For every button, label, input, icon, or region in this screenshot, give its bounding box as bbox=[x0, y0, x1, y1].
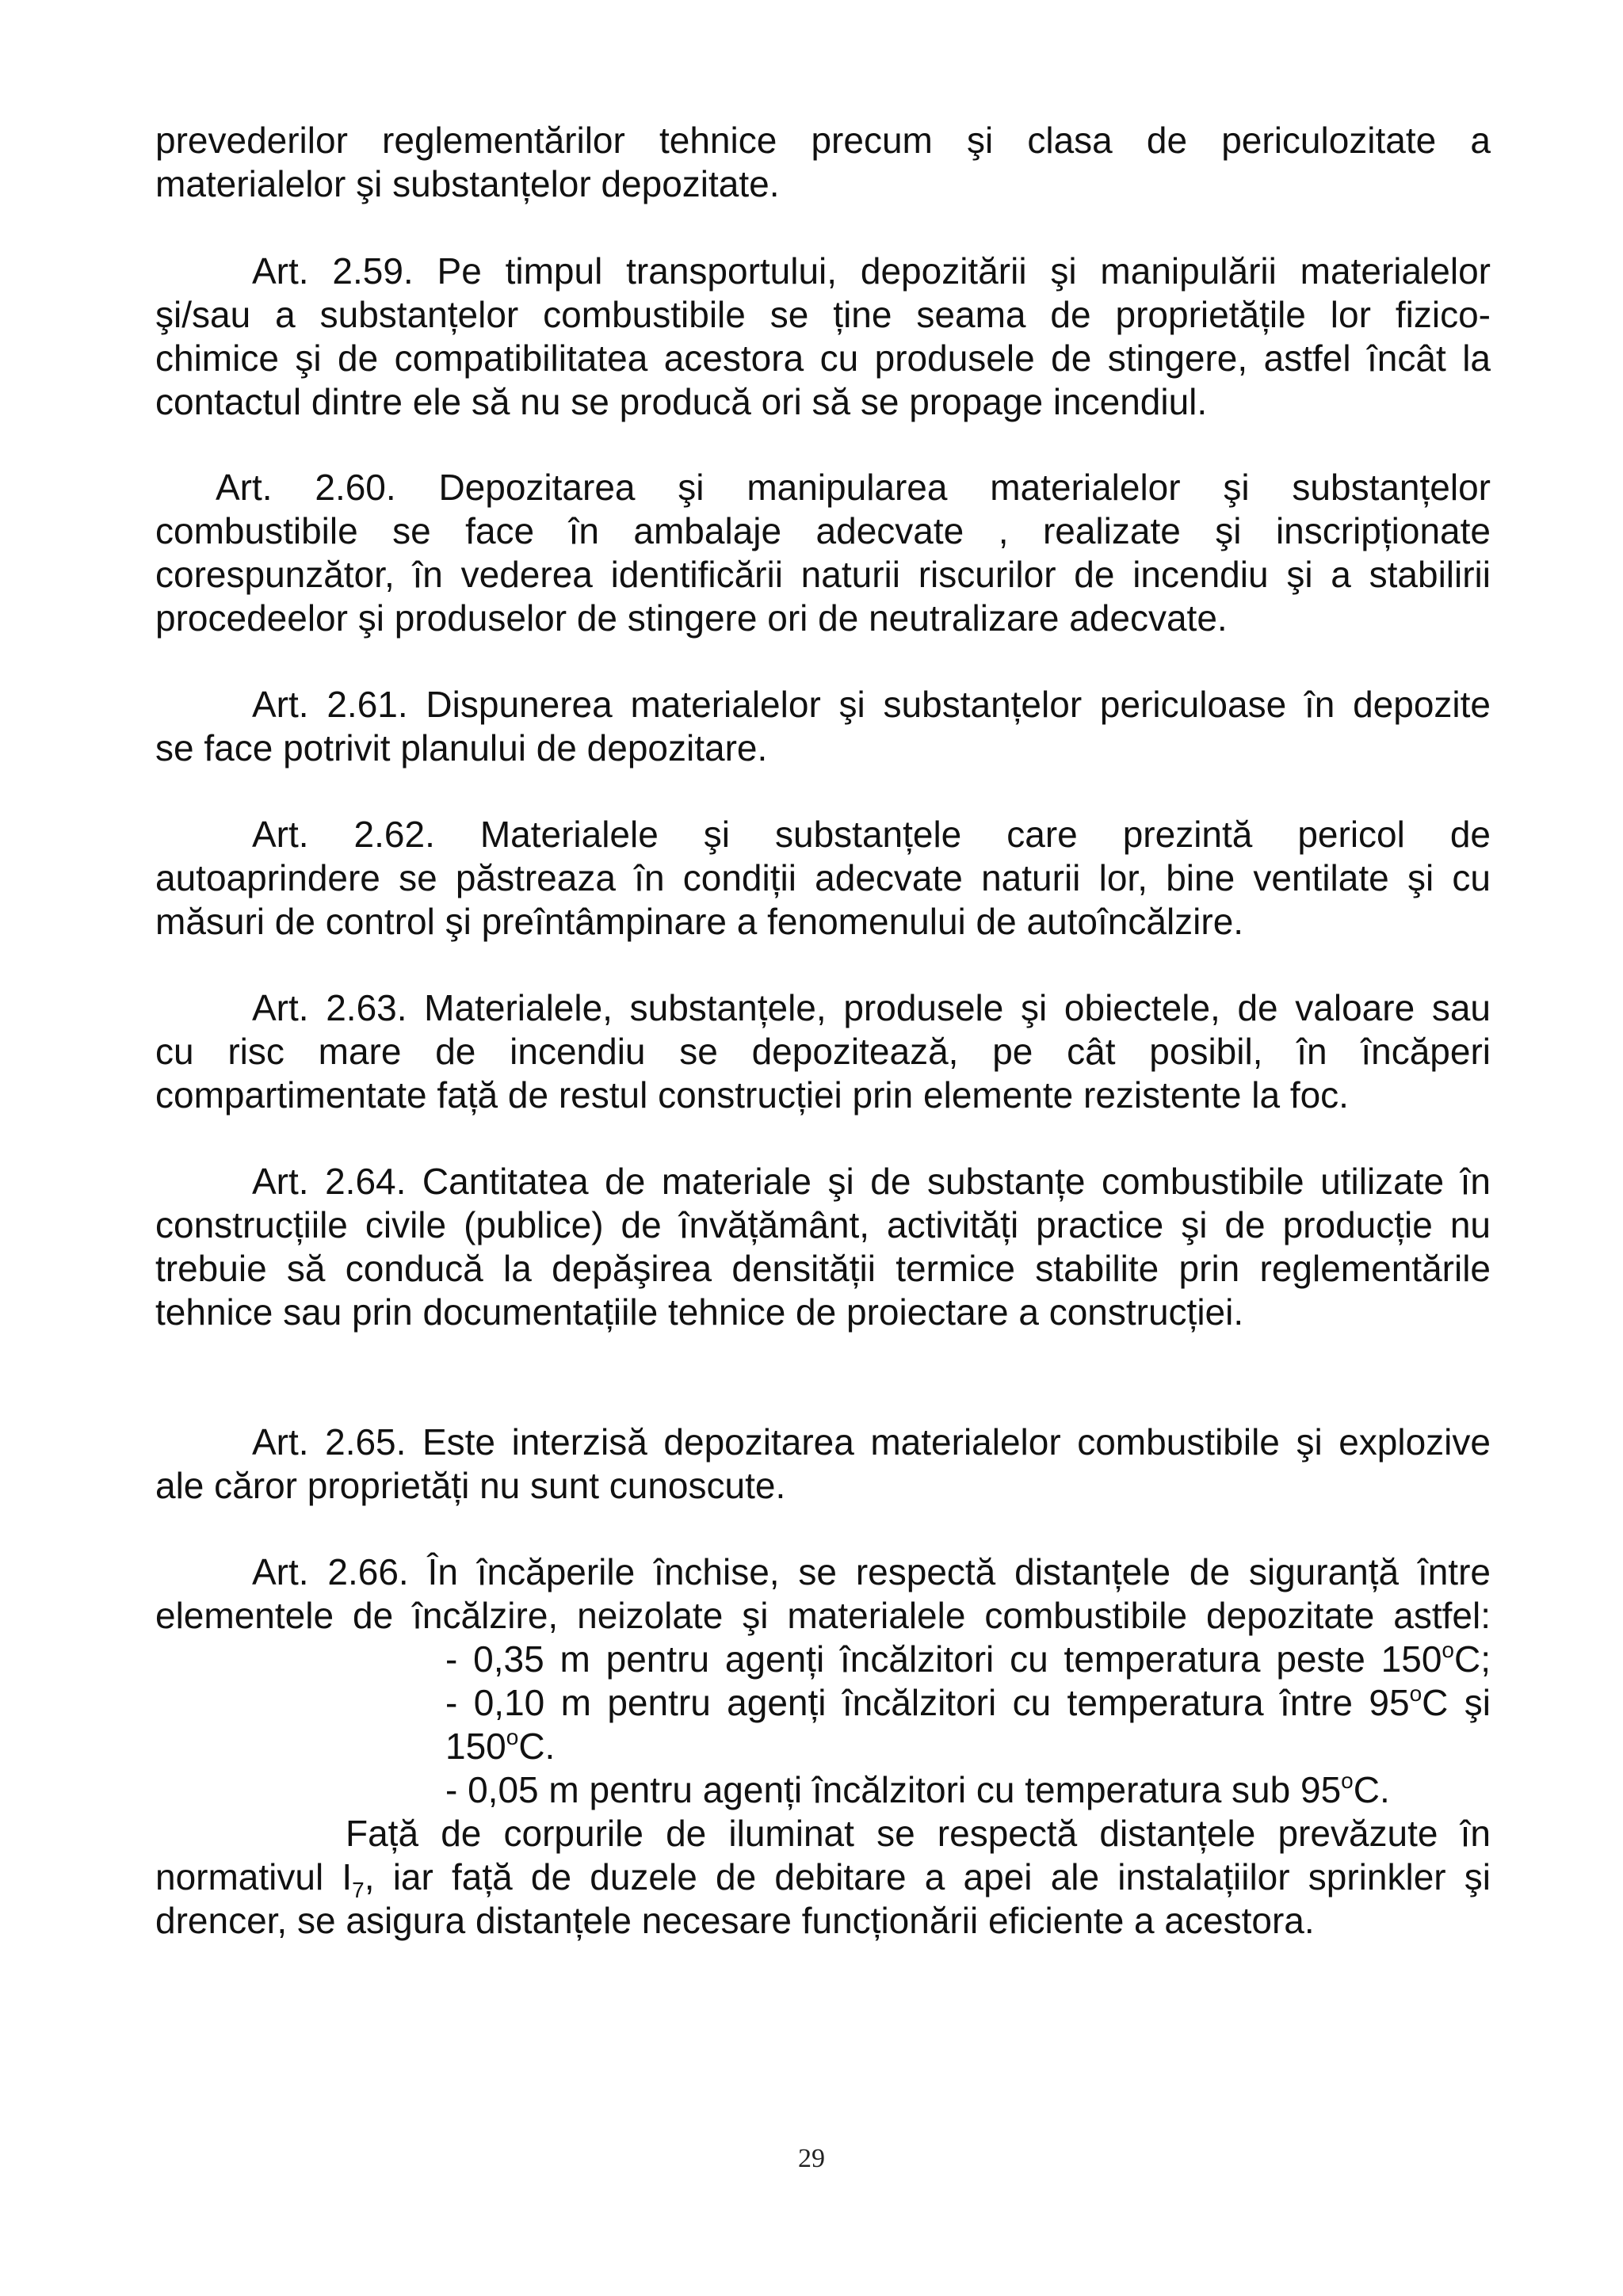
page-number: 29 bbox=[798, 2144, 825, 2173]
list-item-text: - 0,35 m pentru agenți încălzitori cu temperatura peste 150 bbox=[445, 1638, 1442, 1680]
list-item-text: - 0,10 m pentru agenți încălzitori cu temperatura între 95 bbox=[445, 1682, 1410, 1723]
article-2-59 bbox=[155, 250, 1491, 424]
text-line: elementele de încălzire, neizolate şi materialele combustibile depozitate astfel: bbox=[155, 1595, 1491, 1636]
text-line: contactul dintre ele să nu se producă ori să se propage incendiul. bbox=[155, 381, 1208, 422]
text-line: Art. 2.60. Depozitarea şi manipularea materialelor şi substanțelor bbox=[216, 467, 1491, 508]
text-line: prevederilor reglementărilor tehnice precum şi clasa de periculozitate a bbox=[155, 120, 1491, 161]
text-line: autoaprindere se păstreaza în condiții adecvate naturii lor, bine ventilate şi cu bbox=[155, 857, 1491, 898]
text-line: construcțiile civile (publice) de învățământ, activități practice şi de producție nu bbox=[155, 1204, 1491, 1245]
text-line: Art. 2.64. Cantitatea de materiale şi de substanțe combustibile utilizate în bbox=[252, 1161, 1491, 1202]
text-line: se face potrivit planului de depozitare. bbox=[155, 727, 768, 769]
degree-sup: o bbox=[1409, 1681, 1423, 1706]
article-2-60 bbox=[155, 466, 1491, 640]
text-line: procedeelor şi produselor de stingere ori de neutralizare adecvate. bbox=[155, 597, 1228, 639]
list-item-tail: C. bbox=[1353, 1769, 1390, 1810]
text-line: măsuri de control şi preîntâmpinare a fenomenului de autoîncălzire. bbox=[155, 901, 1244, 942]
text-fragment: , iar față de duzele de debitare a apei ale instalațiilor sprinkler şi bbox=[364, 1856, 1491, 1897]
list-item bbox=[155, 1768, 1491, 1812]
text-line: ale căror proprietăți nu sunt cunoscute. bbox=[155, 1465, 786, 1506]
text-line: corespunzător, în vederea identificării naturii riscurilor de incendiu şi a stabilirii bbox=[155, 554, 1491, 595]
article-2-66 bbox=[155, 1550, 1491, 1943]
text-line: Art. 2.65. Este interzisă depozitarea materialelor combustibile şi explozive bbox=[252, 1421, 1491, 1463]
text-line: Față de corpurile de iluminat se respectă distanțele prevăzute în bbox=[346, 1813, 1491, 1854]
list-item-continuation bbox=[155, 1725, 1491, 1768]
text-line: Art. 2.66. În încăperile închise, se respectă distanțele de siguranță între bbox=[252, 1551, 1491, 1592]
text-line: materialelor şi substanțelor depozitate. bbox=[155, 163, 780, 204]
list-item-text: - 0,05 m pentru agenți încălzitori cu temperatura sub 95 bbox=[445, 1769, 1342, 1810]
article-2-61 bbox=[155, 683, 1491, 770]
text-line: Art. 2.63. Materialele, substanțele, produsele şi obiectele, de valoare sau bbox=[252, 987, 1491, 1028]
list-item bbox=[155, 1681, 1491, 1725]
article-2-65 bbox=[155, 1421, 1491, 1508]
list-item-tail: C; bbox=[1454, 1638, 1491, 1680]
article-2-62 bbox=[155, 813, 1491, 944]
article-2-63 bbox=[155, 986, 1491, 1117]
degree-sup: o bbox=[506, 1725, 519, 1749]
text-line bbox=[155, 1855, 1491, 1902]
list-item-tail: C şi bbox=[1422, 1682, 1491, 1723]
text-line: Art. 2.59. Pe timpul transportului, depozitării şi manipulării materialelor bbox=[252, 250, 1491, 292]
article-2-64 bbox=[155, 1160, 1491, 1334]
degree-sup: o bbox=[1442, 1638, 1454, 1662]
list-item bbox=[155, 1638, 1491, 1681]
paragraph-continuation bbox=[155, 119, 1491, 206]
list-item-tail: C. bbox=[518, 1726, 556, 1767]
text-line: combustibile se face în ambalaje adecvate , realizate şi inscripționate bbox=[155, 510, 1491, 551]
text-line: drencer, se asigura distanțele necesare funcționării eficiente a acestora. bbox=[155, 1900, 1315, 1941]
degree-sup: o bbox=[1341, 1768, 1354, 1793]
normative-subscript: 7 bbox=[352, 1878, 365, 1902]
text-line: Art. 2.62. Materialele şi substanțele care prezintă pericol de bbox=[252, 814, 1491, 855]
text-line: tehnice sau prin documentațiile tehnice de proiectare a construcției. bbox=[155, 1291, 1244, 1333]
text-line: Art. 2.61. Dispunerea materialelor şi substanțelor periculoase în depozite bbox=[252, 684, 1491, 725]
text-line: compartimentate față de restul construcției prin elemente rezistente la foc. bbox=[155, 1074, 1349, 1116]
text-fragment: normativul I bbox=[155, 1856, 353, 1897]
text-line: şi/sau a substanțelor combustibile se ține seama de proprietățile lor fizico- bbox=[155, 294, 1491, 335]
text-line: chimice şi de compatibilitatea acestora cu produsele de stingere, astfel încât la bbox=[155, 338, 1491, 379]
text-line: trebuie să conducă la depăşirea densității termice stabilite prin reglementările bbox=[155, 1248, 1491, 1289]
text-line: cu risc mare de incendiu se depozitează, pe cât posibil, în încăperi bbox=[155, 1031, 1491, 1072]
list-item-text: 150 bbox=[445, 1726, 506, 1767]
